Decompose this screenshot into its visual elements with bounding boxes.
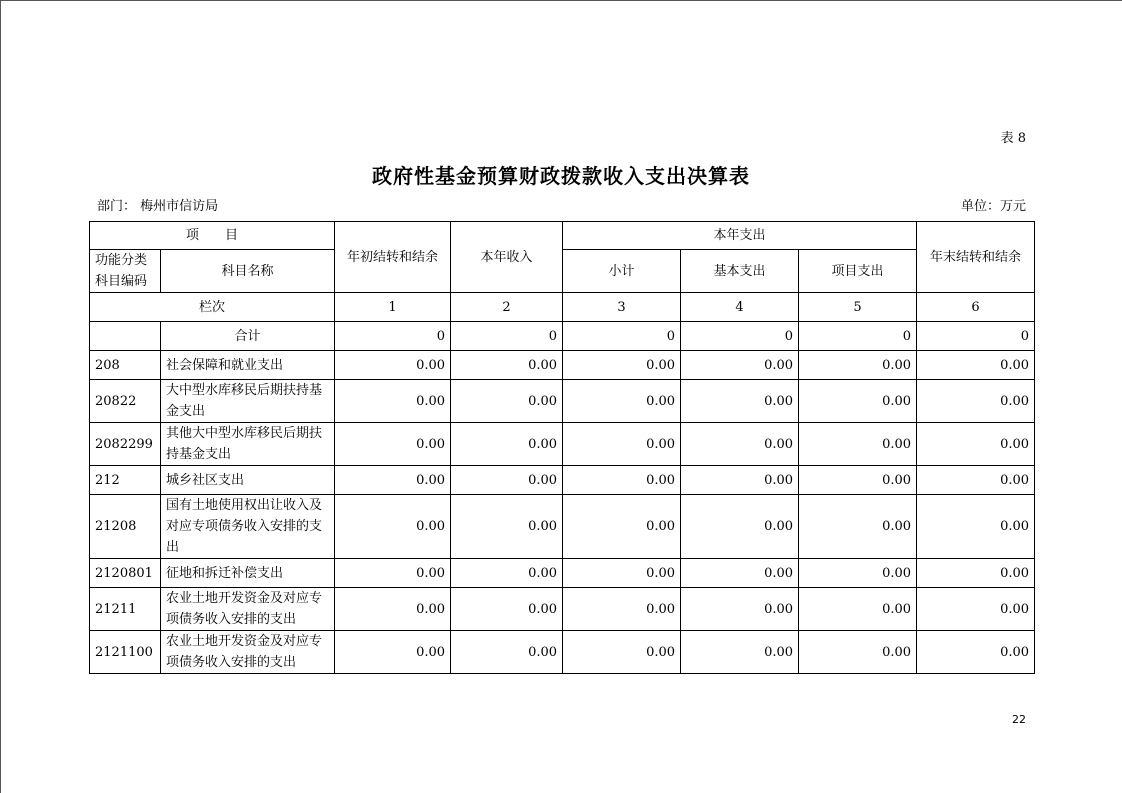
table-row xyxy=(90,588,1035,631)
row-value: 0.00 xyxy=(681,380,799,423)
header-subject-name: 科目名称 xyxy=(161,250,335,293)
row-value: 0.00 xyxy=(563,588,681,631)
row-value: 0.00 xyxy=(799,423,917,466)
row-value: 0.00 xyxy=(681,495,799,559)
row-value: 0.00 xyxy=(451,351,563,380)
row-value: 0.00 xyxy=(563,559,681,588)
col-number: 4 xyxy=(681,293,799,322)
page-border-left xyxy=(0,0,1,793)
table-row xyxy=(90,495,1035,559)
row-value: 0.00 xyxy=(563,495,681,559)
row-value: 0.00 xyxy=(335,495,451,559)
row-value: 0.00 xyxy=(451,466,563,495)
col-number: 2 xyxy=(451,293,563,322)
row-value: 0.00 xyxy=(917,495,1035,559)
table-row xyxy=(90,559,1035,588)
row-value: 0.00 xyxy=(917,423,1035,466)
row-value: 0.00 xyxy=(917,466,1035,495)
row-value: 0.00 xyxy=(451,588,563,631)
unit-label: 单位：万元 xyxy=(960,199,1026,214)
row-value: 0.00 xyxy=(451,631,563,674)
row-value: 0.00 xyxy=(335,588,451,631)
row-value: 0.00 xyxy=(451,559,563,588)
table-label: 表 8 xyxy=(1000,131,1026,146)
total-value: 0 xyxy=(917,322,1035,351)
row-name: 大中型水库移民后期扶持基金支出 xyxy=(161,380,335,423)
budget-table xyxy=(89,221,1035,674)
row-value: 0.00 xyxy=(451,380,563,423)
row-value: 0.00 xyxy=(681,588,799,631)
col-number: 6 xyxy=(917,293,1035,322)
header-project-expense: 项目支出 xyxy=(799,250,917,293)
table-row xyxy=(90,380,1035,423)
row-value: 0.00 xyxy=(335,559,451,588)
total-row xyxy=(90,322,1035,351)
row-name: 农业土地开发资金及对应专项债务收入安排的支出 xyxy=(161,588,335,631)
row-code: 2082299 xyxy=(90,423,161,466)
row-code: 212 xyxy=(90,466,161,495)
row-code: 21211 xyxy=(90,588,161,631)
row-value: 0.00 xyxy=(681,423,799,466)
department-label: 部门： 梅州市信访局 xyxy=(97,199,219,214)
row-value: 0.00 xyxy=(335,351,451,380)
header-opening-balance: 年初结转和结余 xyxy=(335,222,451,293)
row-value: 0.00 xyxy=(681,351,799,380)
row-value: 0.00 xyxy=(681,631,799,674)
row-name: 社会保障和就业支出 xyxy=(161,351,335,380)
header-project: 项 目 xyxy=(90,222,335,250)
row-value: 0.00 xyxy=(563,631,681,674)
header-current-income: 本年收入 xyxy=(451,222,563,293)
row-value: 0.00 xyxy=(451,495,563,559)
total-value: 0 xyxy=(451,322,563,351)
total-value: 0 xyxy=(563,322,681,351)
row-value: 0.00 xyxy=(799,380,917,423)
row-value: 0.00 xyxy=(917,631,1035,674)
col-number: 3 xyxy=(563,293,681,322)
row-value: 0.00 xyxy=(563,466,681,495)
row-code: 20822 xyxy=(90,380,161,423)
row-value: 0.00 xyxy=(799,351,917,380)
row-value: 0.00 xyxy=(799,588,917,631)
row-code: 21208 xyxy=(90,495,161,559)
row-name: 其他大中型水库移民后期扶持基金支出 xyxy=(161,423,335,466)
row-value: 0.00 xyxy=(563,423,681,466)
row-value: 0.00 xyxy=(563,351,681,380)
row-name: 国有土地使用权出让收入及对应专项债务收入安排的支出 xyxy=(161,495,335,559)
row-code: 208 xyxy=(90,351,161,380)
row-value: 0.00 xyxy=(681,559,799,588)
row-code: 2120801 xyxy=(90,559,161,588)
header-current-expense: 本年支出 xyxy=(563,222,917,250)
page-number: 22 xyxy=(1012,713,1026,726)
page-title: 政府性基金预算财政拨款收入支出决算表 xyxy=(372,164,750,188)
row-value: 0.00 xyxy=(799,631,917,674)
total-value: 0 xyxy=(681,322,799,351)
total-label: 合计 xyxy=(161,322,335,351)
row-value: 0.00 xyxy=(335,423,451,466)
table-row xyxy=(90,423,1035,466)
row-value: 0.00 xyxy=(917,351,1035,380)
row-name: 农业土地开发资金及对应专项债务收入安排的支出 xyxy=(161,631,335,674)
row-value: 0.00 xyxy=(917,588,1035,631)
row-value: 0.00 xyxy=(799,559,917,588)
header-subtotal: 小计 xyxy=(563,250,681,293)
row-name: 征地和拆迁补偿支出 xyxy=(161,559,335,588)
table-row xyxy=(90,466,1035,495)
header-column-order: 栏次 xyxy=(90,293,335,322)
table-row xyxy=(90,631,1035,674)
row-value: 0.00 xyxy=(335,380,451,423)
header-closing-balance: 年末结转和结余 xyxy=(917,222,1035,293)
row-name: 城乡社区支出 xyxy=(161,466,335,495)
total-value: 0 xyxy=(335,322,451,351)
total-code-cell xyxy=(90,322,161,351)
row-value: 0.00 xyxy=(917,380,1035,423)
row-value: 0.00 xyxy=(451,423,563,466)
row-value: 0.00 xyxy=(563,380,681,423)
row-value: 0.00 xyxy=(335,631,451,674)
col-number: 1 xyxy=(335,293,451,322)
row-value: 0.00 xyxy=(799,466,917,495)
table-row xyxy=(90,351,1035,380)
page-border-top xyxy=(0,0,1122,1)
row-value: 0.00 xyxy=(681,466,799,495)
header-func-code: 功能分类科目编码 xyxy=(90,250,161,293)
total-value: 0 xyxy=(799,322,917,351)
col-number: 5 xyxy=(799,293,917,322)
row-value: 0.00 xyxy=(799,495,917,559)
header-basic-expense: 基本支出 xyxy=(681,250,799,293)
row-value: 0.00 xyxy=(335,466,451,495)
row-value: 0.00 xyxy=(917,559,1035,588)
row-code: 2121100 xyxy=(90,631,161,674)
